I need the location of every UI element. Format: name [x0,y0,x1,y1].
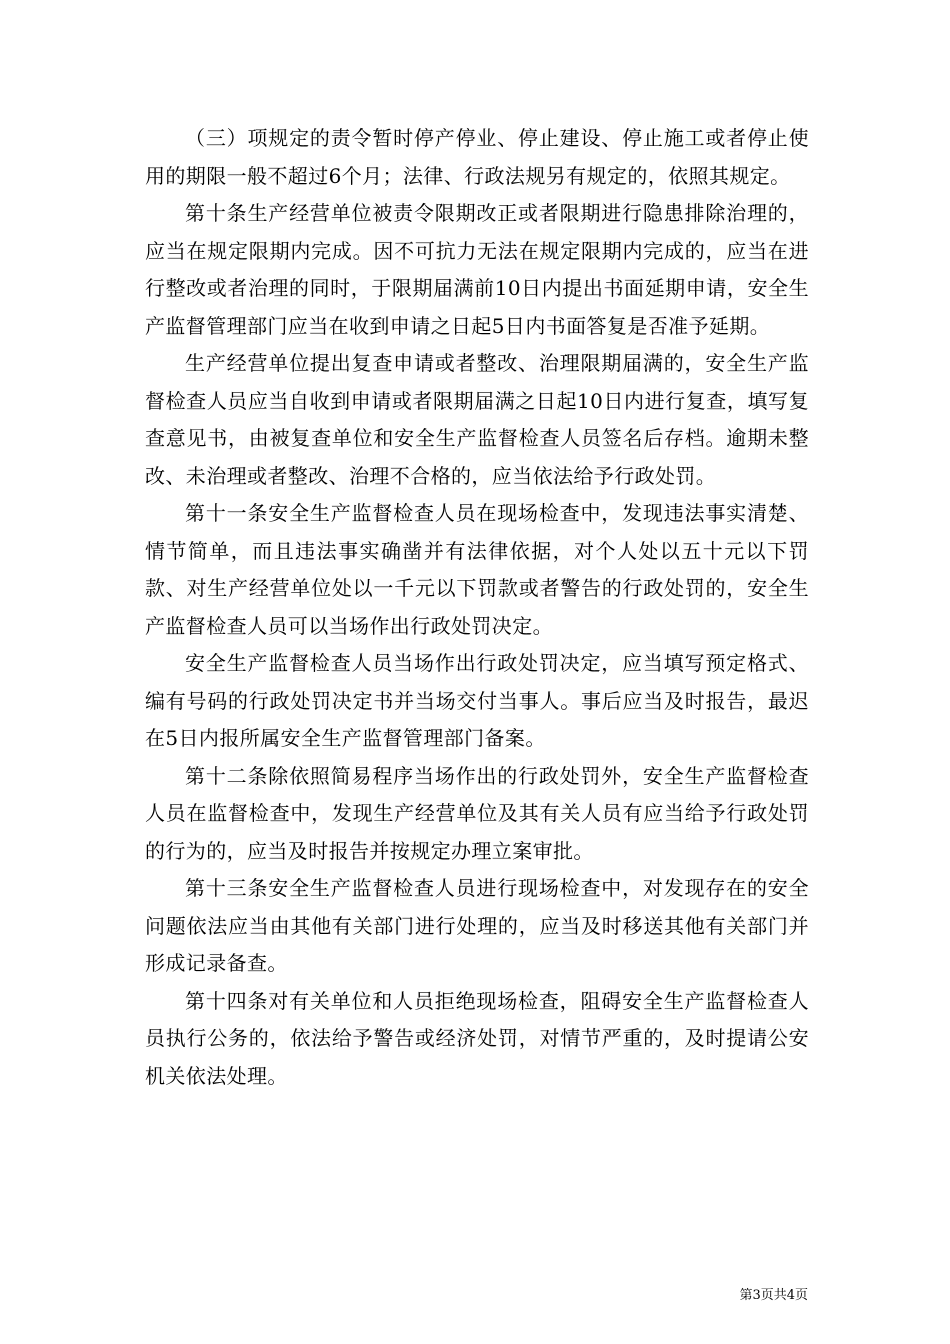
paragraph-article-14: 第十四条对有关单位和人员拒绝现场检查，阻碍安全生产监督检查人员执行公务的，依法给予警告或经济处罚，对情节严重的，及时提请公安机关依法处理。 [145,988,809,1088]
paragraph-article-11: 第十一条安全生产监督检查人员在现场检查中，发现违法事实清楚、情节简单，而且违法事实确凿并有法律依据，对个人处以五十元以下罚款、对生产经营单位处以一千元以下罚款或者警告的行政处罚的，安全生产监督检查人员可以当场作出行政处罚决定。 [145,501,809,638]
paragraph-1: （三）项规定的责令暂时停产停业、停止建设、停止施工或者停止使用的期限一般不超过6个月；法律、行政法规另有规定的，依照其规定。 [145,126,809,188]
paragraph-review: 生产经营单位提出复查申请或者整改、治理限期届满的，安全生产监督检查人员应当自收到申请或者限期届满之日起10日内进行复查，填写复查意见书，由被复查单位和安全生产监督检查人员签名后存档。逾期未整改、未治理或者整改、治理不合格的，应当依法给予行政处罚。 [145,351,809,488]
paragraph-onsite-penalty: 安全生产监督检查人员当场作出行政处罚决定，应当填写预定格式、编有号码的行政处罚决定书并当场交付当事人。事后应当及时报告，最迟在5日内报所属安全生产监督管理部门备案。 [145,651,809,750]
paragraph-article-10: 第十条生产经营单位被责令限期改正或者限期进行隐患排除治理的，应当在规定限期内完成。因不可抗力无法在规定限期内完成的，应当在进行整改或者治理的同时，于限期届满前10日内提出书面延期申请，安全生产监督管理部门应当在收到申请之日起5日内书面答复是否准予延期。 [145,201,809,338]
paragraph-article-13: 第十三条安全生产监督检查人员进行现场检查中，对发现存在的安全问题依法应当由其他有关部门进行处理的，应当及时移送其他有关部门并形成记录备查。 [145,876,809,975]
document-body [145,120,809,1095]
page-number: 第3页共4页 [739,1288,808,1303]
paragraph-article-12: 第十二条除依照简易程序当场作出的行政处罚外，安全生产监督检查人员在监督检查中，发现生产经营单位及其有关人员有应当给予行政处罚的行为的，应当及时报告并按规定办理立案审批。 [145,763,809,863]
